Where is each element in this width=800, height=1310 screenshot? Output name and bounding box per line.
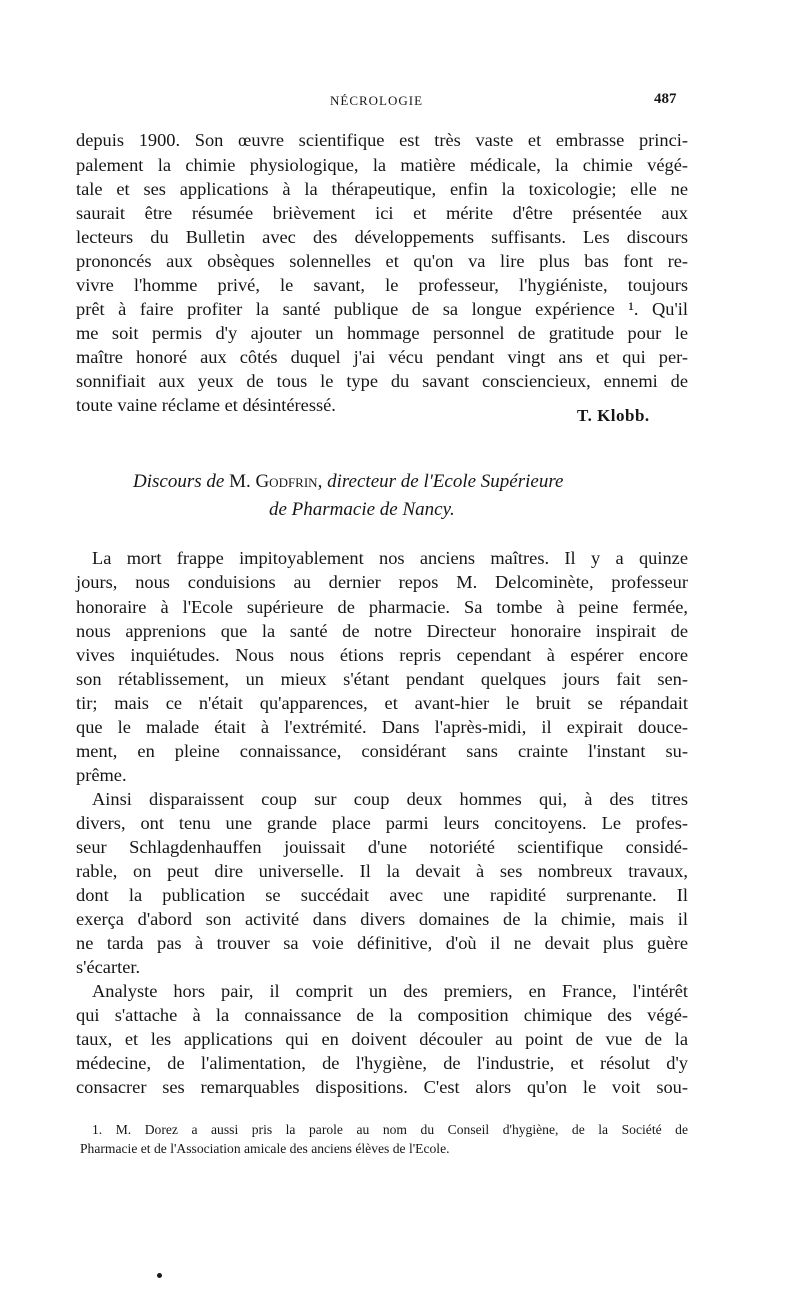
text-line: son rétablissement, un mieux s'étant pendant quelques jours fait sen- [76,669,688,689]
page-number: 487 [654,91,677,107]
section-title-line-2: de Pharmacie de Nancy. [269,499,455,520]
text-line: divers, ont tenu une grande place parmi leurs concitoyens. Le profes- [76,813,688,833]
text-line: taux, et les applications qui en doivent découler au point de vue de la [76,1029,688,1049]
section-title-line-1 [133,470,563,494]
text-line: prêt à faire profiter la santé publique de sa longue expérience ¹. Qu'il [76,299,688,319]
text-line: dont la publication se succédait avec une rapidité surprenante. Il [76,885,688,905]
text-line: Analyste hors pair, il comprit un des premiers, en France, l'intérêt [92,981,688,1001]
footnote-line: 1. M. Dorez a aussi pris la parole au nom du Conseil d'hygiène, de la Société de [92,1122,688,1137]
text-line: maître honoré aux côtés duquel j'ai vécu pendant vingt ans et qui per- [76,347,688,367]
text-line: sonnifiait aux yeux de tous le type du savant consciencieux, ennemi de [76,371,688,391]
text-line: ment, en pleine connaissance, considérant sans crainte l'instant su- [76,741,688,761]
text-line: palement la chimie physiologique, la matière médicale, la chimie végé- [76,155,688,175]
text-line: La mort frappe impitoyablement nos anciens maîtres. Il y a quinze [92,548,688,568]
text-line: honoraire à l'Ecole supérieure de pharmacie. Sa tombe à peine fermée, [76,597,688,617]
text-line: prononcés aux obsèques solennelles et qu'on va lire plus bas font re- [76,251,688,271]
text-line: vives inquiétudes. Nous nous étions repris cependant à espérer encore [76,645,688,665]
footnote-line: Pharmacie et de l'Association amicale des anciens élèves de l'Ecole. [80,1141,450,1156]
text-line: vivre l'homme privé, le savant, le professeur, l'hygiéniste, toujours [76,275,688,295]
text-line: saurait être résumée brièvement ici et mérite d'être présentée aux [76,203,688,223]
ink-speck [157,1273,162,1278]
text-line: consacrer ses remarquables dispositions. C'est alors qu'on le voit sou- [76,1077,688,1097]
signature: T. Klobb. [577,406,650,425]
section-title-role: directeur de l'Ecole Supérieure [327,471,564,492]
text-line: exerça d'abord son activité dans divers domaines de la chimie, mais il [76,909,688,929]
text-line: tir; mais ce n'était qu'apparences, et avant-hier le bruit se répandait [76,693,688,713]
text-line: médecine, de l'alimentation, de l'hygiène, de l'industrie, et résolut d'y [76,1053,688,1073]
text-line: seur Schlagdenhauffen jouissait d'une notoriété scientifique considé- [76,837,688,857]
text-line: s'écarter. [76,957,141,977]
text-line: nous apprenions que la santé de notre Directeur honoraire inspirait de [76,621,688,641]
text-line: jours, nous conduisions au dernier repos M. Delcominète, professeur [76,572,688,592]
text-line: qui s'attache à la connaissance de la composition chimique des végé- [76,1005,688,1025]
text-line: me soit permis d'y ajouter un hommage personnel de gratitude pour le [76,323,688,343]
text-line: prême. [76,765,127,785]
text-line: toute vaine réclame et désintéressé. [76,395,336,415]
section-title-prefix: Discours de [133,471,225,492]
text-line: tale et ses applications à la thérapeutique, enfin la toxicologie; elle ne [76,179,688,199]
running-header-title: NÉCROLOGIE [330,93,424,108]
text-line: que le malade était à l'extrémité. Dans l'après-midi, il expirait douce- [76,717,688,737]
text-line: lecteurs du Bulletin avec des développements suffisants. Les discours [76,227,688,247]
text-line: Ainsi disparaissent coup sur coup deux hommes qui, à des titres [92,789,688,809]
text-line: rable, on peut dire universelle. Il la devait à ses nombreux travaux, [76,861,688,881]
text-line: ne tarda pas à trouver sa voie définitive, d'où il ne devait plus guère [76,933,688,953]
section-title-name: M. Godfrin, [229,471,323,492]
text-line: depuis 1900. Son œuvre scientifique est très vaste et embrasse princi- [76,130,688,150]
